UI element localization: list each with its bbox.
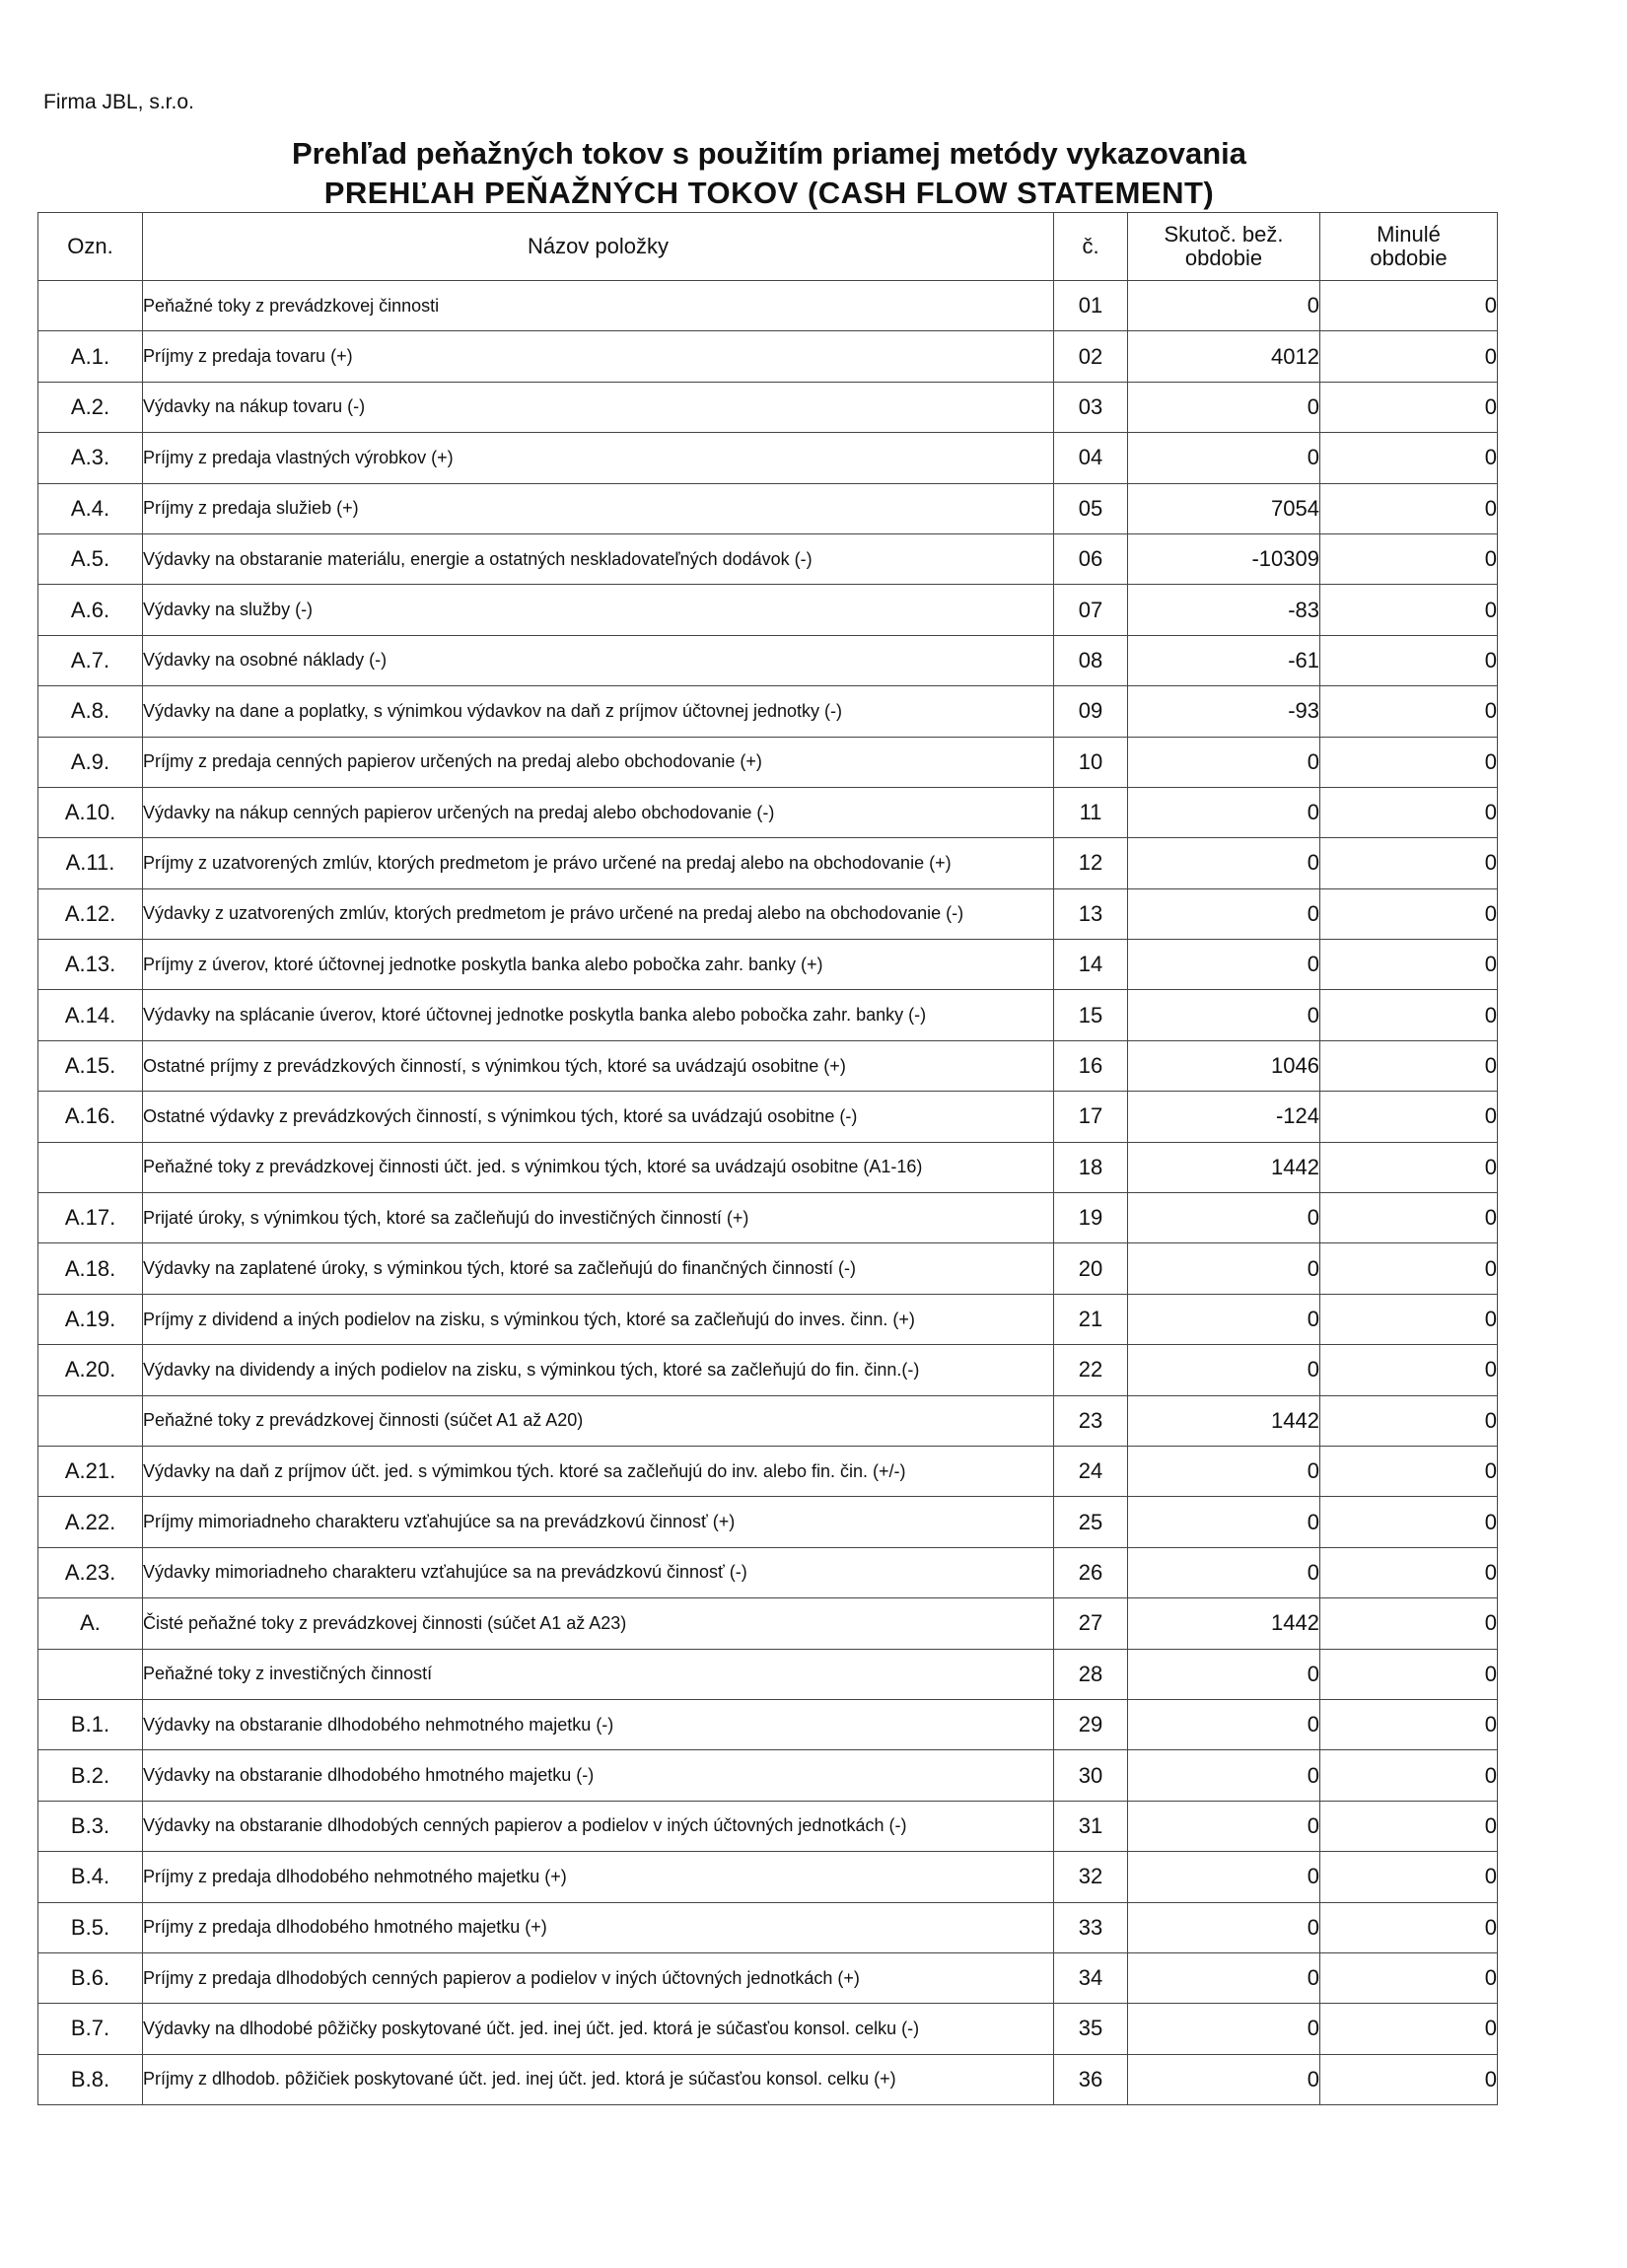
- row-number: 28: [1054, 1649, 1128, 1699]
- row-current-value: 0: [1128, 737, 1320, 787]
- row-name: Príjmy z predaja dlhodobého hmotného majetku (+): [143, 1902, 1054, 1952]
- row-code: A.8.: [38, 686, 143, 737]
- row-previous-value: 0: [1320, 635, 1498, 685]
- row-code: [38, 281, 143, 331]
- row-code: A.15.: [38, 1040, 143, 1091]
- row-number: 18: [1054, 1142, 1128, 1192]
- row-name: Ostatné príjmy z prevádzkových činností, s výnimkou tých, ktoré sa uvádzajú osobitne (+): [143, 1040, 1054, 1091]
- row-number: 12: [1054, 838, 1128, 888]
- row-previous-value: 0: [1320, 1142, 1498, 1192]
- cash-flow-table: [37, 212, 1498, 2105]
- row-code: A.12.: [38, 888, 143, 939]
- row-previous-value: 0: [1320, 1649, 1498, 1699]
- row-code: [38, 1395, 143, 1446]
- row-current-value: 7054: [1128, 483, 1320, 533]
- row-number: 05: [1054, 483, 1128, 533]
- row-previous-value: 0: [1320, 990, 1498, 1040]
- row-previous-value: 0: [1320, 1952, 1498, 2003]
- row-previous-value: 0: [1320, 1902, 1498, 1952]
- row-previous-value: 0: [1320, 1193, 1498, 1243]
- row-name: Ostatné výdavky z prevádzkových činností, s výnimkou tých, ktoré sa uvádzajú osobitne (-): [143, 1092, 1054, 1142]
- row-name: Výdavky na daň z príjmov účt. jed. s výmimkou tých. ktoré sa začleňujú do inv. alebo fin. čin. (+/-): [143, 1446, 1054, 1496]
- row-previous-value: 0: [1320, 838, 1498, 888]
- row-current-value: 0: [1128, 1345, 1320, 1395]
- row-name: Výdavky na dlhodobé pôžičky poskytované účt. jed. inej účt. jed. ktorá je súčasťou konsol. celku (-): [143, 2004, 1054, 2054]
- row-name: Výdavky na zaplatené úroky, s výminkou tých, ktoré sa začleňujú do finančných činností (-): [143, 1243, 1054, 1294]
- table-row: [38, 585, 1498, 635]
- row-previous-value: 0: [1320, 331, 1498, 382]
- header-num: č.: [1054, 213, 1128, 281]
- table-row: [38, 990, 1498, 1040]
- row-name: Príjmy z predaja služieb (+): [143, 483, 1054, 533]
- row-previous-value: 0: [1320, 940, 1498, 990]
- row-code: A.20.: [38, 1345, 143, 1395]
- row-number: 13: [1054, 888, 1128, 939]
- table-row: [38, 2054, 1498, 2104]
- row-previous-value: 0: [1320, 2004, 1498, 2054]
- table-row: [38, 1598, 1498, 1649]
- row-number: 03: [1054, 382, 1128, 432]
- row-current-value: 0: [1128, 2054, 1320, 2104]
- row-name: Príjmy z predaja vlastných výrobkov (+): [143, 433, 1054, 483]
- row-code: A.2.: [38, 382, 143, 432]
- table-row: [38, 1547, 1498, 1597]
- row-name: Výdavky na obstaranie dlhodobého hmotného majetku (-): [143, 1750, 1054, 1801]
- row-previous-value: 0: [1320, 1699, 1498, 1749]
- row-code: A.10.: [38, 787, 143, 837]
- row-code: B.8.: [38, 2054, 143, 2104]
- row-previous-value: 0: [1320, 1345, 1498, 1395]
- table-row: [38, 1040, 1498, 1091]
- table-row: [38, 382, 1498, 432]
- table-row: [38, 838, 1498, 888]
- row-code: A.11.: [38, 838, 143, 888]
- row-previous-value: 0: [1320, 888, 1498, 939]
- header-current-line1: Skutoč. bež.: [1164, 221, 1284, 247]
- row-current-value: 0: [1128, 281, 1320, 331]
- row-code: A.5.: [38, 533, 143, 584]
- row-name: Peňažné toky z prevádzkovej činnosti (súčet A1 až A20): [143, 1395, 1054, 1446]
- row-name: Výdavky na obstaranie dlhodobého nehmotného majetku (-): [143, 1699, 1054, 1749]
- row-name: Výdavky na splácanie úverov, ktoré účtovnej jednotke poskytla banka alebo pobočka zahr. banky (-): [143, 990, 1054, 1040]
- table-row: [38, 635, 1498, 685]
- table-row: [38, 1243, 1498, 1294]
- row-current-value: 0: [1128, 1294, 1320, 1344]
- row-previous-value: 0: [1320, 382, 1498, 432]
- row-name: Výdavky na dividendy a iných podielov na zisku, s výminkou tých, ktoré sa začleňujú do fin. činn.(-): [143, 1345, 1054, 1395]
- table-row: [38, 1294, 1498, 1344]
- row-number: 14: [1054, 940, 1128, 990]
- row-name: Príjmy z predaja cenných papierov určených na predaj alebo obchodovanie (+): [143, 737, 1054, 787]
- table-row: [38, 1142, 1498, 1192]
- table-row: [38, 1395, 1498, 1446]
- row-previous-value: 0: [1320, 281, 1498, 331]
- row-number: 27: [1054, 1598, 1128, 1649]
- row-previous-value: 0: [1320, 1598, 1498, 1649]
- row-current-value: -10309: [1128, 533, 1320, 584]
- row-code: B.1.: [38, 1699, 143, 1749]
- row-code: A.13.: [38, 940, 143, 990]
- row-previous-value: 0: [1320, 1547, 1498, 1597]
- table-row: [38, 533, 1498, 584]
- row-current-value: 0: [1128, 1952, 1320, 2003]
- row-current-value: 0: [1128, 1801, 1320, 1851]
- row-number: 04: [1054, 433, 1128, 483]
- company-name: Firma JBL, s.r.o.: [43, 91, 194, 113]
- table-row: [38, 2004, 1498, 2054]
- row-number: 23: [1054, 1395, 1128, 1446]
- row-current-value: 1442: [1128, 1598, 1320, 1649]
- row-code: A.18.: [38, 1243, 143, 1294]
- row-current-value: 0: [1128, 1497, 1320, 1547]
- row-current-value: 1442: [1128, 1142, 1320, 1192]
- row-previous-value: 0: [1320, 1395, 1498, 1446]
- row-current-value: 0: [1128, 433, 1320, 483]
- row-previous-value: 0: [1320, 433, 1498, 483]
- row-current-value: 0: [1128, 1649, 1320, 1699]
- row-name: Prijaté úroky, s výnimkou tých, ktoré sa začleňujú do investičných činností (+): [143, 1193, 1054, 1243]
- row-code: A.7.: [38, 635, 143, 685]
- row-previous-value: 0: [1320, 737, 1498, 787]
- row-current-value: 0: [1128, 2004, 1320, 2054]
- row-previous-value: 0: [1320, 686, 1498, 737]
- table-row: [38, 787, 1498, 837]
- row-current-value: 0: [1128, 838, 1320, 888]
- row-name: Príjmy z predaja dlhodobých cenných papierov a podielov v iných účtovných jednotkách (+): [143, 1952, 1054, 2003]
- row-previous-value: 0: [1320, 1446, 1498, 1496]
- row-code: A.3.: [38, 433, 143, 483]
- row-name: Výdavky na nákup cenných papierov určených na predaj alebo obchodovanie (-): [143, 787, 1054, 837]
- table-row: [38, 1649, 1498, 1699]
- row-number: 10: [1054, 737, 1128, 787]
- row-number: 34: [1054, 1952, 1128, 2003]
- row-previous-value: 0: [1320, 533, 1498, 584]
- row-number: 36: [1054, 2054, 1128, 2104]
- row-current-value: 0: [1128, 1446, 1320, 1496]
- row-code: A.21.: [38, 1446, 143, 1496]
- header-name: Názov položky: [143, 213, 1054, 281]
- row-code: A.17.: [38, 1193, 143, 1243]
- row-current-value: 0: [1128, 940, 1320, 990]
- row-number: 25: [1054, 1497, 1128, 1547]
- row-previous-value: 0: [1320, 1243, 1498, 1294]
- table-row: [38, 1952, 1498, 2003]
- row-current-value: 0: [1128, 990, 1320, 1040]
- row-code: B.2.: [38, 1750, 143, 1801]
- row-name: Príjmy z predaja dlhodobého nehmotného majetku (+): [143, 1852, 1054, 1902]
- row-current-value: 0: [1128, 1750, 1320, 1801]
- header-previous-period: [1320, 213, 1498, 281]
- row-current-value: 0: [1128, 888, 1320, 939]
- row-previous-value: 0: [1320, 2054, 1498, 2104]
- table-row: [38, 281, 1498, 331]
- row-current-value: -83: [1128, 585, 1320, 635]
- row-name: Príjmy z uzatvorených zmlúv, ktorých predmetom je právo určené na predaj alebo na obchodovanie (+): [143, 838, 1054, 888]
- table-row: [38, 1345, 1498, 1395]
- row-current-value: -124: [1128, 1092, 1320, 1142]
- row-current-value: 4012: [1128, 331, 1320, 382]
- table-row: [38, 483, 1498, 533]
- row-current-value: -93: [1128, 686, 1320, 737]
- row-previous-value: 0: [1320, 1801, 1498, 1851]
- row-name: Výdavky z uzatvorených zmlúv, ktorých predmetom je právo určené na predaj alebo na obchodovanie (-): [143, 888, 1054, 939]
- table-row: [38, 433, 1498, 483]
- row-number: 16: [1054, 1040, 1128, 1091]
- table-row: [38, 686, 1498, 737]
- row-number: 29: [1054, 1699, 1128, 1749]
- row-code: [38, 1649, 143, 1699]
- row-code: A.22.: [38, 1497, 143, 1547]
- row-number: 33: [1054, 1902, 1128, 1952]
- header-code: Ozn.: [38, 213, 143, 281]
- row-number: 31: [1054, 1801, 1128, 1851]
- row-current-value: 0: [1128, 382, 1320, 432]
- row-code: B.7.: [38, 2004, 143, 2054]
- row-previous-value: 0: [1320, 1852, 1498, 1902]
- row-number: 30: [1054, 1750, 1128, 1801]
- row-code: A.23.: [38, 1547, 143, 1597]
- row-previous-value: 0: [1320, 787, 1498, 837]
- row-name: Výdavky na dane a poplatky, s výnimkou výdavkov na daň z príjmov účtovnej jednotky (-): [143, 686, 1054, 737]
- row-current-value: 1442: [1128, 1395, 1320, 1446]
- row-code: A.1.: [38, 331, 143, 382]
- row-previous-value: 0: [1320, 1040, 1498, 1091]
- row-name: Príjmy z dlhodob. pôžičiek poskytované účt. jed. inej účt. jed. ktorá je súčasťou konsol. celku (+): [143, 2054, 1054, 2104]
- row-previous-value: 0: [1320, 483, 1498, 533]
- table-body: [38, 281, 1498, 2105]
- row-name: Výdavky na nákup tovaru (-): [143, 382, 1054, 432]
- row-number: 32: [1054, 1852, 1128, 1902]
- row-previous-value: 0: [1320, 1294, 1498, 1344]
- table-row: [38, 331, 1498, 382]
- row-previous-value: 0: [1320, 1497, 1498, 1547]
- row-name: Výdavky na služby (-): [143, 585, 1054, 635]
- table-row: [38, 1902, 1498, 1952]
- header-previous-line2: obdobie: [1370, 246, 1448, 270]
- row-number: 35: [1054, 2004, 1128, 2054]
- row-code: B.5.: [38, 1902, 143, 1952]
- row-code: B.4.: [38, 1852, 143, 1902]
- row-current-value: 0: [1128, 1243, 1320, 1294]
- row-name: Výdavky na osobné náklady (-): [143, 635, 1054, 685]
- table-row: [38, 940, 1498, 990]
- row-number: 22: [1054, 1345, 1128, 1395]
- row-current-value: 0: [1128, 1193, 1320, 1243]
- row-number: 19: [1054, 1193, 1128, 1243]
- row-name: Výdavky na obstaranie materiálu, energie a ostatných neskladovateľných dodávok (-): [143, 533, 1054, 584]
- row-number: 24: [1054, 1446, 1128, 1496]
- table-row: [38, 1699, 1498, 1749]
- row-name: Výdavky mimoriadneho charakteru vzťahujúce sa na prevádzkovú činnosť (-): [143, 1547, 1054, 1597]
- table-row: [38, 1852, 1498, 1902]
- row-name: Príjmy z úverov, ktoré účtovnej jednotke poskytla banka alebo pobočka zahr. banky (+): [143, 940, 1054, 990]
- row-current-value: 0: [1128, 1699, 1320, 1749]
- table-row: [38, 1092, 1498, 1142]
- row-number: 26: [1054, 1547, 1128, 1597]
- row-code: A.6.: [38, 585, 143, 635]
- row-current-value: 0: [1128, 787, 1320, 837]
- row-current-value: 1046: [1128, 1040, 1320, 1091]
- row-name: Peňažné toky z prevádzkovej činnosti účt. jed. s výnimkou tých, ktoré sa uvádzajú osobitne (A1-16): [143, 1142, 1054, 1192]
- table-row: [38, 1497, 1498, 1547]
- table-row: [38, 1446, 1498, 1496]
- row-code: A.9.: [38, 737, 143, 787]
- row-number: 06: [1054, 533, 1128, 584]
- row-code: A.19.: [38, 1294, 143, 1344]
- row-previous-value: 0: [1320, 585, 1498, 635]
- document-title: Prehľad peňažných tokov s použitím priamej metódy vykazovania: [291, 136, 1247, 171]
- row-number: 11: [1054, 787, 1128, 837]
- row-name: Čisté peňažné toky z prevádzkovej činnosti (súčet A1 až A23): [143, 1598, 1054, 1649]
- row-number: 21: [1054, 1294, 1128, 1344]
- row-current-value: 0: [1128, 1902, 1320, 1952]
- header-current-period: [1128, 213, 1320, 281]
- row-name: Príjmy mimoriadneho charakteru vzťahujúce sa na prevádzkovú činnosť (+): [143, 1497, 1054, 1547]
- row-name: Peňažné toky z prevádzkovej činnosti: [143, 281, 1054, 331]
- row-previous-value: 0: [1320, 1750, 1498, 1801]
- row-number: 01: [1054, 281, 1128, 331]
- row-number: 17: [1054, 1092, 1128, 1142]
- row-number: 07: [1054, 585, 1128, 635]
- table-row: [38, 737, 1498, 787]
- row-code: B.6.: [38, 1952, 143, 2003]
- row-current-value: -61: [1128, 635, 1320, 685]
- row-number: 08: [1054, 635, 1128, 685]
- row-name: Peňažné toky z investičných činností: [143, 1649, 1054, 1699]
- row-current-value: 0: [1128, 1852, 1320, 1902]
- table-header-row: [38, 213, 1498, 281]
- document-subtitle: PREHĽAH PEŇAŽNÝCH TOKOV (CASH FLOW STATEMENT): [323, 176, 1215, 210]
- table-row: [38, 888, 1498, 939]
- row-name: Príjmy z predaja tovaru (+): [143, 331, 1054, 382]
- row-number: 09: [1054, 686, 1128, 737]
- table-row: [38, 1801, 1498, 1851]
- row-number: 20: [1054, 1243, 1128, 1294]
- header-previous-line1: Minulé: [1377, 221, 1441, 247]
- row-number: 02: [1054, 331, 1128, 382]
- row-code: B.3.: [38, 1801, 143, 1851]
- row-number: 15: [1054, 990, 1128, 1040]
- row-code: A.14.: [38, 990, 143, 1040]
- row-code: A.: [38, 1598, 143, 1649]
- row-name: Výdavky na obstaranie dlhodobých cenných papierov a podielov v iných účtovných jednotkách (-): [143, 1801, 1054, 1851]
- table-row: [38, 1193, 1498, 1243]
- row-current-value: 0: [1128, 1547, 1320, 1597]
- row-code: A.16.: [38, 1092, 143, 1142]
- row-previous-value: 0: [1320, 1092, 1498, 1142]
- row-code: A.4.: [38, 483, 143, 533]
- row-code: [38, 1142, 143, 1192]
- table-row: [38, 1750, 1498, 1801]
- header-current-line2: obdobie: [1184, 246, 1263, 270]
- row-name: Príjmy z dividend a iných podielov na zisku, s výminkou tých, ktoré sa začleňujú do inves. činn. (+): [143, 1294, 1054, 1344]
